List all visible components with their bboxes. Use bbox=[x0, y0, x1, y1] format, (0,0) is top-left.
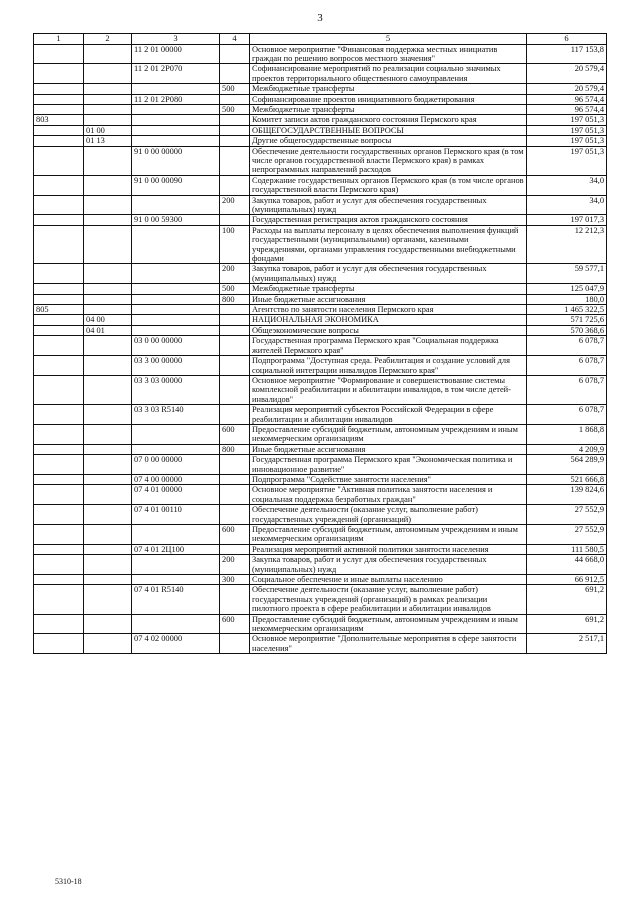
table-row bbox=[34, 375, 607, 404]
section-code-cell bbox=[84, 264, 132, 284]
description-cell: Основное мероприятие "Активная политика занятости населения и социальная поддержка безработных граждан" bbox=[250, 485, 527, 505]
description-cell: Агентство по занятости населения Пермского края bbox=[250, 305, 527, 315]
expense-type-cell: 800 bbox=[220, 294, 250, 304]
ministry-code-cell bbox=[34, 336, 84, 356]
section-code-cell bbox=[84, 284, 132, 294]
expense-type-cell bbox=[220, 455, 250, 475]
ministry-code-cell bbox=[34, 215, 84, 225]
section-code-cell bbox=[84, 225, 132, 264]
table-row bbox=[34, 336, 607, 356]
expense-type-cell bbox=[220, 64, 250, 84]
expense-type-cell: 200 bbox=[220, 555, 250, 575]
expense-type-cell: 800 bbox=[220, 444, 250, 454]
target-article-cell bbox=[132, 84, 220, 94]
target-article-cell: 07 4 01 00000 bbox=[132, 485, 220, 505]
amount-cell: 6 078,7 bbox=[527, 356, 607, 376]
table-row bbox=[34, 424, 607, 444]
ministry-code-cell bbox=[34, 544, 84, 554]
ministry-code-cell bbox=[34, 555, 84, 575]
ministry-code-cell bbox=[34, 325, 84, 335]
description-cell: Общеэкономические вопросы bbox=[250, 325, 527, 335]
amount-cell: 6 078,7 bbox=[527, 375, 607, 404]
table-row bbox=[34, 225, 607, 264]
description-cell: Реализация мероприятий активной политики занятости населения bbox=[250, 544, 527, 554]
section-code-cell bbox=[84, 455, 132, 475]
expense-type-cell bbox=[220, 336, 250, 356]
description-cell: Иные бюджетные ассигнования bbox=[250, 444, 527, 454]
description-cell: Обеспечение деятельности (оказание услуг, выполнение работ) государственных учреждений (организаций) bbox=[250, 505, 527, 525]
description-cell: Иные бюджетные ассигнования bbox=[250, 294, 527, 304]
ministry-code-cell bbox=[34, 634, 84, 654]
table-row bbox=[34, 485, 607, 505]
target-article-cell bbox=[132, 555, 220, 575]
table-row bbox=[34, 405, 607, 425]
section-code-cell bbox=[84, 195, 132, 215]
section-code-cell bbox=[84, 294, 132, 304]
expense-type-cell bbox=[220, 136, 250, 146]
expense-type-cell: 500 bbox=[220, 104, 250, 114]
ministry-code-cell bbox=[34, 585, 84, 614]
expense-type-cell bbox=[220, 115, 250, 125]
amount-cell: 691,2 bbox=[527, 614, 607, 634]
ministry-code-cell bbox=[34, 375, 84, 404]
target-article-cell: 07 4 01 2Ц100 bbox=[132, 544, 220, 554]
table-row bbox=[34, 455, 607, 475]
ministry-code-cell: 803 bbox=[34, 115, 84, 125]
expense-type-cell: 600 bbox=[220, 424, 250, 444]
expense-type-cell: 600 bbox=[220, 525, 250, 545]
amount-cell: 20 579,4 bbox=[527, 84, 607, 94]
target-article-cell bbox=[132, 525, 220, 545]
amount-cell: 96 574,4 bbox=[527, 104, 607, 114]
table-row bbox=[34, 294, 607, 304]
section-code-cell bbox=[84, 84, 132, 94]
section-code-cell bbox=[84, 375, 132, 404]
ministry-code-cell bbox=[34, 505, 84, 525]
section-code-cell bbox=[84, 94, 132, 104]
expense-type-cell bbox=[220, 505, 250, 525]
target-article-cell bbox=[132, 195, 220, 215]
description-cell: Основное мероприятие "Дополнительные мероприятия в сфере занятости населения" bbox=[250, 634, 527, 654]
expense-type-cell bbox=[220, 544, 250, 554]
amount-cell: 1 868,8 bbox=[527, 424, 607, 444]
ministry-code-cell bbox=[34, 614, 84, 634]
target-article-cell: 07 4 00 00000 bbox=[132, 474, 220, 484]
expense-type-cell: 500 bbox=[220, 84, 250, 94]
table-row bbox=[34, 104, 607, 114]
target-article-cell: 03 0 00 00000 bbox=[132, 336, 220, 356]
description-cell: Предоставление субсидий бюджетным, автономным учреждениям и иным некоммерческим организациям bbox=[250, 525, 527, 545]
target-article-cell bbox=[132, 225, 220, 264]
section-code-cell bbox=[84, 544, 132, 554]
expense-type-cell bbox=[220, 94, 250, 104]
target-article-cell bbox=[132, 444, 220, 454]
target-article-cell bbox=[132, 136, 220, 146]
table-row bbox=[34, 84, 607, 94]
target-article-cell bbox=[132, 125, 220, 135]
target-article-cell: 07 0 00 00000 bbox=[132, 455, 220, 475]
expense-type-cell bbox=[220, 375, 250, 404]
description-cell: Закупка товаров, работ и услуг для обеспечения государственных (муниципальных) нужд bbox=[250, 555, 527, 575]
document-code: 5310-18 bbox=[55, 877, 82, 886]
table-row bbox=[34, 284, 607, 294]
amount-cell: 12 212,3 bbox=[527, 225, 607, 264]
amount-cell: 197 051,3 bbox=[527, 146, 607, 175]
table-row bbox=[34, 215, 607, 225]
budget-table bbox=[33, 33, 607, 654]
section-code-cell bbox=[84, 634, 132, 654]
ministry-code-cell bbox=[34, 284, 84, 294]
target-article-cell bbox=[132, 424, 220, 444]
amount-cell: 59 577,1 bbox=[527, 264, 607, 284]
section-code-cell: 04 00 bbox=[84, 315, 132, 325]
header-col-4: 4 bbox=[220, 34, 250, 45]
header-col-6: 6 bbox=[527, 34, 607, 45]
description-cell: Предоставление субсидий бюджетным, автономным учреждениям и иным некоммерческим организациям bbox=[250, 424, 527, 444]
amount-cell: 1 465 322,5 bbox=[527, 305, 607, 315]
description-cell: Реализация мероприятий субъектов Российской Федерации в сфере реабилитации и абилитации инвалидов bbox=[250, 405, 527, 425]
description-cell: Подпрограмма "Доступная среда. Реабилитация и создание условий для социальной интеграции инвалидов Пермского края" bbox=[250, 356, 527, 376]
ministry-code-cell bbox=[34, 485, 84, 505]
expense-type-cell bbox=[220, 585, 250, 614]
amount-cell: 27 552,9 bbox=[527, 505, 607, 525]
section-code-cell bbox=[84, 44, 132, 64]
expense-type-cell: 500 bbox=[220, 284, 250, 294]
section-code-cell: 01 13 bbox=[84, 136, 132, 146]
target-article-cell: 11 2 01 2P080 bbox=[132, 94, 220, 104]
ministry-code-cell: 805 bbox=[34, 305, 84, 315]
amount-cell: 180,0 bbox=[527, 294, 607, 304]
ministry-code-cell bbox=[34, 525, 84, 545]
target-article-cell bbox=[132, 104, 220, 114]
table-row bbox=[34, 94, 607, 104]
table-row bbox=[34, 325, 607, 335]
section-code-cell bbox=[84, 175, 132, 195]
amount-cell: 571 725,6 bbox=[527, 315, 607, 325]
description-cell: НАЦИОНАЛЬНАЯ ЭКОНОМИКА bbox=[250, 315, 527, 325]
budget-table-body bbox=[34, 34, 607, 654]
target-article-cell: 07 4 01 00110 bbox=[132, 505, 220, 525]
expense-type-cell bbox=[220, 485, 250, 505]
table-row bbox=[34, 44, 607, 64]
section-code-cell bbox=[84, 525, 132, 545]
target-article-cell bbox=[132, 294, 220, 304]
ministry-code-cell bbox=[34, 405, 84, 425]
amount-cell: 691,2 bbox=[527, 585, 607, 614]
amount-cell: 197 051,3 bbox=[527, 136, 607, 146]
page-number: 3 bbox=[317, 12, 323, 24]
section-code-cell bbox=[84, 215, 132, 225]
table-row bbox=[34, 315, 607, 325]
table-row bbox=[34, 525, 607, 545]
ministry-code-cell bbox=[34, 455, 84, 475]
section-code-cell bbox=[84, 336, 132, 356]
expense-type-cell bbox=[220, 44, 250, 64]
ministry-code-cell bbox=[34, 136, 84, 146]
header-col-1: 1 bbox=[34, 34, 84, 45]
target-article-cell bbox=[132, 614, 220, 634]
header-col-3: 3 bbox=[132, 34, 220, 45]
amount-cell: 570 368,6 bbox=[527, 325, 607, 335]
table-row bbox=[34, 634, 607, 654]
table-row bbox=[34, 146, 607, 175]
description-cell: Софинансирование проектов инициативного бюджетирования bbox=[250, 94, 527, 104]
target-article-cell bbox=[132, 264, 220, 284]
header-col-5: 5 bbox=[250, 34, 527, 45]
description-cell: Государственная регистрация актов гражданского состояния bbox=[250, 215, 527, 225]
target-article-cell: 91 0 00 00000 bbox=[132, 146, 220, 175]
description-cell: Расходы на выплаты персоналу в целях обеспечения выполнения функций государственными (муниципальными) органами, казенными учреждениями, органами управления государственными внебюджетными фондами bbox=[250, 225, 527, 264]
section-code-cell bbox=[84, 356, 132, 376]
description-cell: Закупка товаров, работ и услуг для обеспечения государственных (муниципальных) нужд bbox=[250, 264, 527, 284]
description-cell: Основное мероприятие "Финансовая поддержка местных инициатив граждан по решению вопросов местного значения" bbox=[250, 44, 527, 64]
target-article-cell: 07 4 01 R5140 bbox=[132, 585, 220, 614]
target-article-cell: 03 3 03 00000 bbox=[132, 375, 220, 404]
ministry-code-cell bbox=[34, 356, 84, 376]
ministry-code-cell bbox=[34, 444, 84, 454]
description-cell: Софинансирование мероприятий по реализации социально значимых проектов территориального общественного самоуправления bbox=[250, 64, 527, 84]
target-article-cell bbox=[132, 115, 220, 125]
amount-cell: 521 666,8 bbox=[527, 474, 607, 484]
table-row bbox=[34, 544, 607, 554]
section-code-cell bbox=[84, 405, 132, 425]
description-cell: Подпрограмма "Содействие занятости населения" bbox=[250, 474, 527, 484]
section-code-cell bbox=[84, 104, 132, 114]
ministry-code-cell bbox=[34, 64, 84, 84]
table-row bbox=[34, 575, 607, 585]
description-cell: Межбюджетные трансферты bbox=[250, 84, 527, 94]
expense-type-cell bbox=[220, 325, 250, 335]
amount-cell: 111 580,5 bbox=[527, 544, 607, 554]
ministry-code-cell bbox=[34, 125, 84, 135]
table-row bbox=[34, 175, 607, 195]
table-row bbox=[34, 64, 607, 84]
description-cell: Другие общегосударственные вопросы bbox=[250, 136, 527, 146]
description-cell: Содержание государственных органов Пермского края (в том числе органов государственной власти Пермского края) bbox=[250, 175, 527, 195]
ministry-code-cell bbox=[34, 44, 84, 64]
ministry-code-cell bbox=[34, 315, 84, 325]
amount-cell: 564 289,9 bbox=[527, 455, 607, 475]
amount-cell: 96 574,4 bbox=[527, 94, 607, 104]
section-code-cell bbox=[84, 146, 132, 175]
section-code-cell bbox=[84, 575, 132, 585]
amount-cell: 197 051,3 bbox=[527, 115, 607, 125]
ministry-code-cell bbox=[34, 104, 84, 114]
target-article-cell bbox=[132, 305, 220, 315]
table-row bbox=[34, 264, 607, 284]
target-article-cell bbox=[132, 284, 220, 294]
table-row bbox=[34, 305, 607, 315]
ministry-code-cell bbox=[34, 294, 84, 304]
target-article-cell bbox=[132, 325, 220, 335]
target-article-cell: 03 3 03 R5140 bbox=[132, 405, 220, 425]
amount-cell: 6 078,7 bbox=[527, 405, 607, 425]
description-cell: Государственная программа Пермского края "Социальная поддержка жителей Пермского края" bbox=[250, 336, 527, 356]
ministry-code-cell bbox=[34, 264, 84, 284]
table-row bbox=[34, 136, 607, 146]
target-article-cell: 11 2 01 00000 bbox=[132, 44, 220, 64]
section-code-cell bbox=[84, 64, 132, 84]
header-col-2: 2 bbox=[84, 34, 132, 45]
amount-cell: 6 078,7 bbox=[527, 336, 607, 356]
expense-type-cell bbox=[220, 356, 250, 376]
ministry-code-cell bbox=[34, 474, 84, 484]
amount-cell: 27 552,9 bbox=[527, 525, 607, 545]
expense-type-cell bbox=[220, 125, 250, 135]
expense-type-cell: 100 bbox=[220, 225, 250, 264]
ministry-code-cell bbox=[34, 84, 84, 94]
amount-cell: 34,0 bbox=[527, 175, 607, 195]
description-cell: Основное мероприятие "Формирование и совершенствование системы комплексной реабилитации и абилитации инвалидов, в том числе детей-инвалидов" bbox=[250, 375, 527, 404]
table-row bbox=[34, 555, 607, 575]
ministry-code-cell bbox=[34, 175, 84, 195]
target-article-cell: 03 3 00 00000 bbox=[132, 356, 220, 376]
section-code-cell bbox=[84, 115, 132, 125]
ministry-code-cell bbox=[34, 225, 84, 264]
description-cell: Социальное обеспечение и иные выплаты населению bbox=[250, 575, 527, 585]
target-article-cell bbox=[132, 315, 220, 325]
table-row bbox=[34, 195, 607, 215]
target-article-cell: 11 2 01 2P070 bbox=[132, 64, 220, 84]
section-code-cell bbox=[84, 424, 132, 444]
amount-cell: 139 824,6 bbox=[527, 485, 607, 505]
description-cell: Межбюджетные трансферты bbox=[250, 104, 527, 114]
amount-cell: 197 051,3 bbox=[527, 125, 607, 135]
table-row bbox=[34, 444, 607, 454]
amount-cell: 197 017,3 bbox=[527, 215, 607, 225]
description-cell: Межбюджетные трансферты bbox=[250, 284, 527, 294]
section-code-cell: 01 00 bbox=[84, 125, 132, 135]
target-article-cell: 07 4 02 00000 bbox=[132, 634, 220, 654]
target-article-cell bbox=[132, 575, 220, 585]
expense-type-cell: 200 bbox=[220, 264, 250, 284]
expense-type-cell bbox=[220, 305, 250, 315]
description-cell: Предоставление субсидий бюджетным, автономным учреждениям и иным некоммерческим организациям bbox=[250, 614, 527, 634]
expense-type-cell bbox=[220, 146, 250, 175]
expense-type-cell: 600 bbox=[220, 614, 250, 634]
amount-cell: 66 912,5 bbox=[527, 575, 607, 585]
expense-type-cell bbox=[220, 474, 250, 484]
expense-type-cell bbox=[220, 315, 250, 325]
amount-cell: 117 153,8 bbox=[527, 44, 607, 64]
table-row bbox=[34, 474, 607, 484]
ministry-code-cell bbox=[34, 424, 84, 444]
section-code-cell bbox=[84, 585, 132, 614]
target-article-cell: 91 0 00 59300 bbox=[132, 215, 220, 225]
table-row bbox=[34, 125, 607, 135]
amount-cell: 125 047,9 bbox=[527, 284, 607, 294]
section-code-cell bbox=[84, 305, 132, 315]
section-code-cell bbox=[84, 614, 132, 634]
expense-type-cell bbox=[220, 634, 250, 654]
ministry-code-cell bbox=[34, 146, 84, 175]
amount-cell: 44 668,0 bbox=[527, 555, 607, 575]
target-article-cell: 91 0 00 00090 bbox=[132, 175, 220, 195]
amount-cell: 4 209,9 bbox=[527, 444, 607, 454]
description-cell: Комитет записи актов гражданского состояния Пермского края bbox=[250, 115, 527, 125]
table-header-row bbox=[34, 34, 607, 45]
table-row bbox=[34, 356, 607, 376]
expense-type-cell: 300 bbox=[220, 575, 250, 585]
expense-type-cell bbox=[220, 215, 250, 225]
amount-cell: 20 579,4 bbox=[527, 64, 607, 84]
ministry-code-cell bbox=[34, 575, 84, 585]
section-code-cell bbox=[84, 555, 132, 575]
table-row bbox=[34, 505, 607, 525]
section-code-cell bbox=[84, 444, 132, 454]
section-code-cell bbox=[84, 505, 132, 525]
table-row bbox=[34, 115, 607, 125]
expense-type-cell: 200 bbox=[220, 195, 250, 215]
expense-type-cell bbox=[220, 405, 250, 425]
section-code-cell bbox=[84, 474, 132, 484]
amount-cell: 34,0 bbox=[527, 195, 607, 215]
description-cell: Закупка товаров, работ и услуг для обеспечения государственных (муниципальных) нужд bbox=[250, 195, 527, 215]
description-cell: Государственная программа Пермского края "Экономическая политика и инновационное развитие" bbox=[250, 455, 527, 475]
expense-type-cell bbox=[220, 175, 250, 195]
table-row bbox=[34, 614, 607, 634]
amount-cell: 2 517,1 bbox=[527, 634, 607, 654]
ministry-code-cell bbox=[34, 94, 84, 104]
description-cell: Обеспечение деятельности (оказание услуг, выполнение работ) государственных учреждений (организаций) в рамках реализации пилотного проекта в сфере реабилитации и абилитации инвалидов bbox=[250, 585, 527, 614]
section-code-cell: 04 01 bbox=[84, 325, 132, 335]
table-row bbox=[34, 585, 607, 614]
description-cell: Обеспечение деятельности государственных органов Пермского края (в том числе органов государственной власти Пермского края) в рамках непрограммных направлений расходов bbox=[250, 146, 527, 175]
ministry-code-cell bbox=[34, 195, 84, 215]
description-cell: ОБЩЕГОСУДАРСТВЕННЫЕ ВОПРОСЫ bbox=[250, 125, 527, 135]
section-code-cell bbox=[84, 485, 132, 505]
